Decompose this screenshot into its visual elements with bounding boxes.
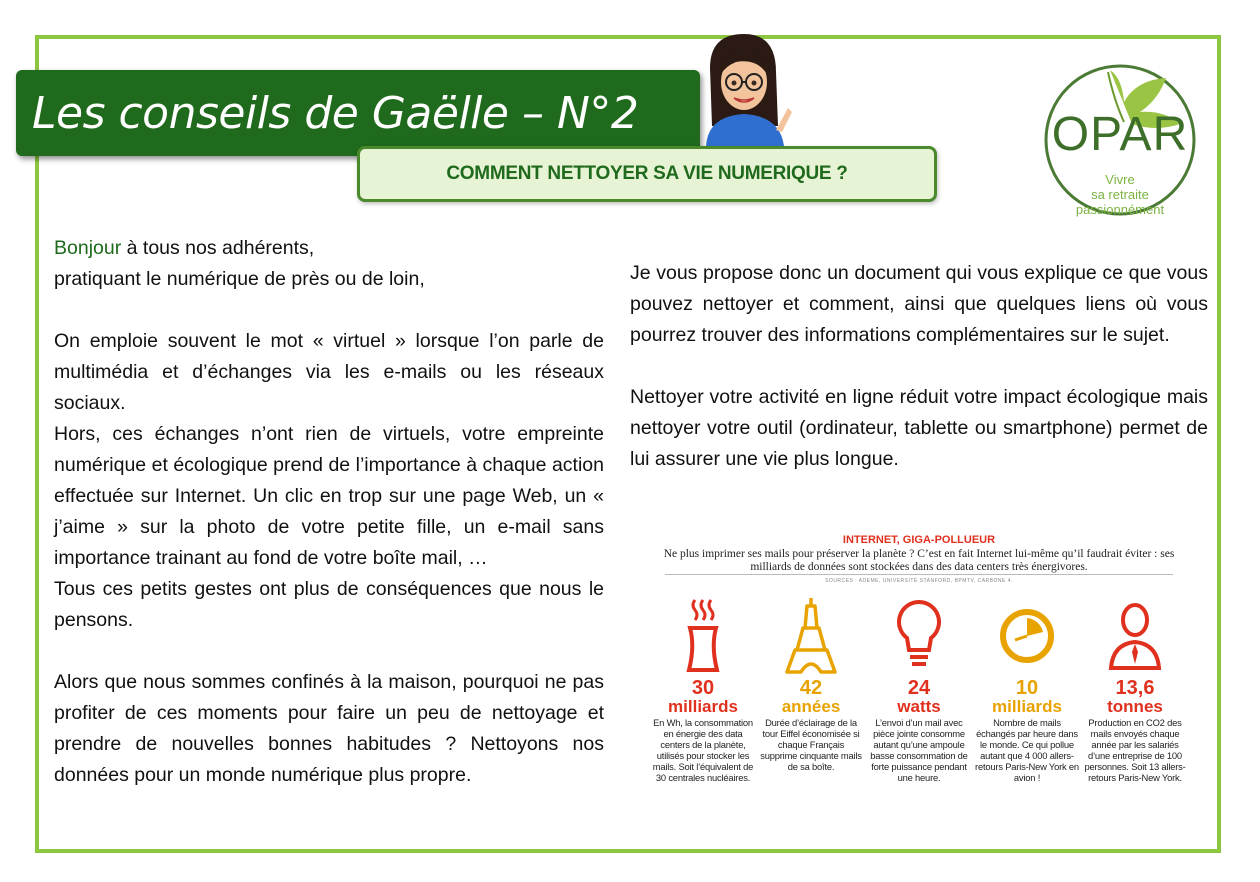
subtitle-box [357,146,937,202]
light-bulb-icon [889,594,949,676]
left-column [54,233,604,791]
greeting [54,233,604,264]
logo-wordmark: OPAR [1051,108,1189,161]
paragraph-3: Tous ces petits gestes ont plus de conséquences que nous le pensons. [54,578,604,631]
paragraph-1: On emploie souvent le mot « virtuel » lorsque l’on parle de multimédia et d’échanges via les e-mails ou les réseaux sociaux. [54,330,604,414]
right-paragraph-2: Nettoyer votre activité en ligne réduit votre impact écologique mais nettoyer votre outil (ordinateur, tablette ou smartphone) permet de lui assurer une vie plus longue. [630,386,1208,470]
paragraph-4: Alors que nous sommes confinés à la maison, pourquoi ne pas profiter de ces moments pour faire un peu de nettoyage et prendre de nouvelles bonnes habitudes ? Nettoyons nos données pour un monde numérique plus propre. [54,671,604,786]
clock-icon [997,594,1057,676]
stat-column: 24 watts L’envoi d’un mail avec pièce jointe consomme autant qu’une ampoule basse consommation de forte puissance pendant une heure. [867,594,971,783]
power-plant-icon [673,594,733,676]
stat-column: 13,6 tonnes Production en CO2 des mails envoyés chaque année par les salariés d’une entreprise de 100 personnes. Soit 13 allers-retours Paris-New York. [1083,594,1187,783]
stat-column: 42 années Durée d’éclairage de la tour Eiffel économisée si chaque Français supprime cinquante mails de sa boîte. [759,594,863,772]
paragraph-2: Hors, ces échanges n’ont rien de virtuels, votre empreinte numérique et écologique prend de l’importance à chaque action effectuée sur Internet. Un clic en trop sur une page Web, un « j’aime » sur la photo de votre petite fille, un e-mail sans importance trainant au fond de votre boîte mail, … [54,423,604,569]
greeting-rest: à tous nos adhérents, [121,237,315,259]
infographic-lead: Ne plus imprimer ses mails pour préserver la planète ? C’est en fait Internet lui-même qu’il faudrait éviter : ses milliards de données sont stockées dans des data centers très énergivores. [663,548,1175,573]
greeting-word: Bonjour [54,237,122,259]
stat-column: 30 milliards En Wh, la consommation en énergie des data centers de la planète, utilisés pour stocker les mails. Soit l’équivalent de 30 centrales nucléaires. [651,594,755,783]
infographic-sources: SOURCES : ADEME, UNIVERSITÉ STANFORD, BPMTV, CARBONE 4. [825,578,1013,584]
title-banner [16,70,700,156]
right-column [630,258,1208,475]
infographic [645,526,1193,822]
right-paragraph-1: Je vous propose donc un document qui vous explique ce que vous pouvez nettoyer et comment, ainsi que quelques liens où vous pourrez trouver des informations complémentaires sur le sujet. [630,262,1208,346]
page-title: Les conseils de Gaëlle – N°2 [32,87,639,139]
logo-tagline: Vivre sa retraite passionnément [1075,172,1165,217]
eiffel-tower-icon [781,594,841,676]
avatar-illustration [696,28,794,146]
person-icon [1105,594,1165,676]
stat-column: 10 milliards Nombre de mails échangés par heure dans le monde. Ce qui pollue autant que 4 000 allers-retours Paris-New York en avion ! [975,594,1079,783]
subtitle: COMMENT NETTOYER SA VIE NUMERIQUE ? [446,163,848,184]
infographic-title: INTERNET, GIGA-POLLUEUR [842,534,996,546]
greeting-line-2: pratiquant le numérique de près ou de loin, [54,268,425,290]
